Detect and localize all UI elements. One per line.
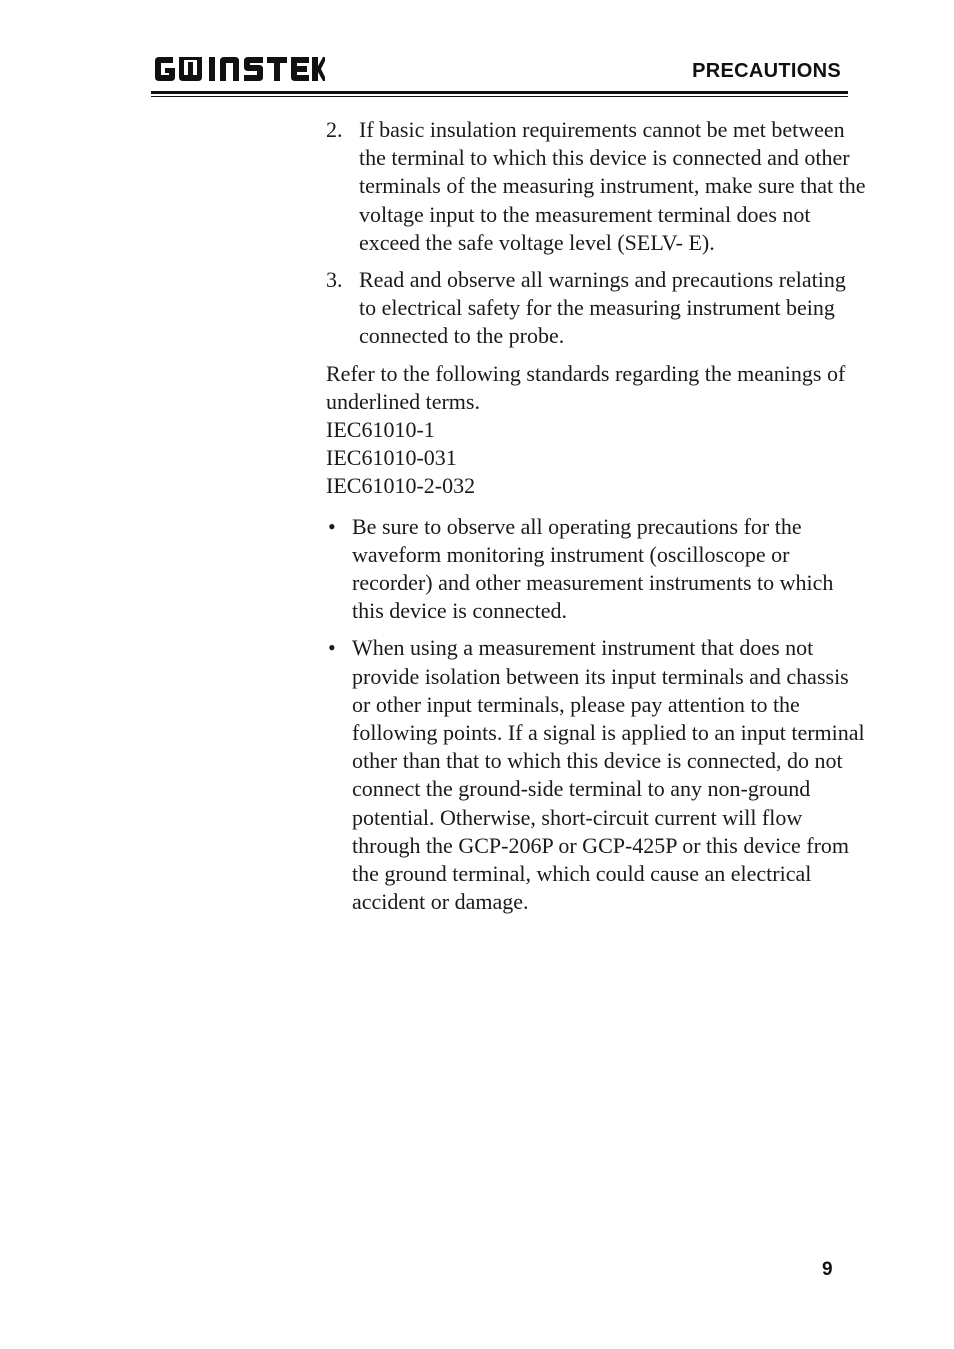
standard-item: IEC61010-031 [326, 445, 457, 471]
bullet-text: Be sure to observe all operating precautions for the waveform monitoring instrument (oscilloscope or recorder) and other measurement instruments to which this device is connected. [352, 513, 834, 624]
numbered-item [326, 266, 866, 351]
numbered-item [326, 116, 866, 257]
bullet-item [326, 513, 866, 626]
standard-item: IEC61010-1 [326, 417, 435, 443]
header-rule-thick [151, 91, 848, 94]
item-number: 2. [326, 117, 343, 142]
item-text: Read and observe all warnings and precautions relating to electrical safety for the measuring instrument being connected to the probe. [359, 267, 846, 349]
bullet-dot: • [328, 635, 336, 661]
standard-item: IEC61010-2-032 [326, 473, 476, 499]
bullet-text: When using a measurement instrument that does not provide isolation between its input terminals and chassis or other input terminals, please pay attention to the following points. If a signal is applied to an input terminal other than that to which this device is connected, do not connect the ground-side terminal to any non-ground potential. Otherwise, short-circuit current will flow through the GCP-206P or GCP-425P or this device from the ground terminal, which could cause an electrical accident or damage. [352, 635, 865, 915]
item-text: If basic insulation requirements cannot be met between the terminal to which this device is connected and other terminals of the measuring instrument, make sure that the voltage input to the measurement terminal does not exceed the safe voltage level (SELV- E). [359, 117, 866, 255]
gw-instek-logo-graphic [153, 54, 325, 84]
section-title: PRECAUTIONS [692, 60, 841, 82]
bullet-item [326, 634, 866, 916]
bullet-dot: • [328, 513, 336, 539]
page-number: 9 [822, 1259, 833, 1280]
main-content [326, 116, 866, 925]
header-rule-thin [151, 96, 848, 97]
standards-block [326, 360, 866, 501]
standards-intro: Refer to the following standards regarding the meanings of underlined terms. [326, 360, 846, 414]
gw-instek-logo [153, 54, 325, 84]
item-number: 3. [326, 267, 343, 293]
